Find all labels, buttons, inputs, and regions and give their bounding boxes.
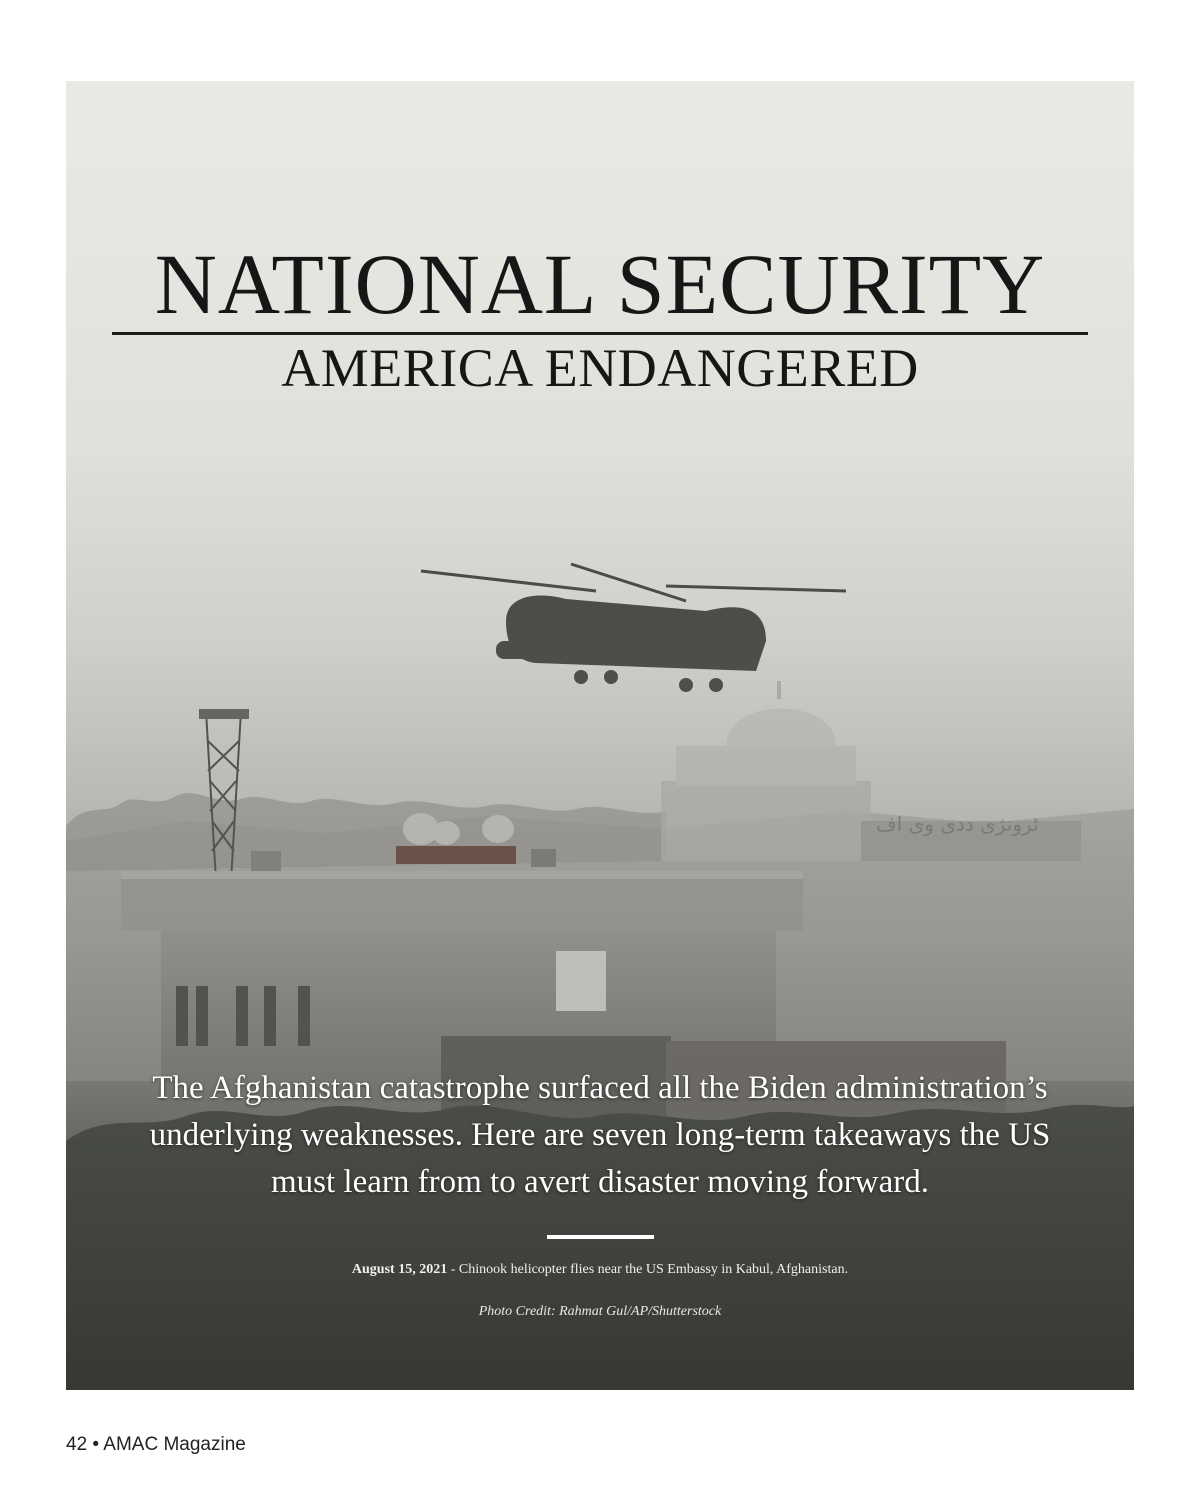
- hero-photo: [66, 81, 1134, 1390]
- photo-caption: [66, 1262, 1134, 1278]
- headline-subtitle: AMERICA ENDANGERED: [281, 338, 919, 398]
- deck-line-3: must learn from to avert disaster moving forward.: [271, 1164, 929, 1200]
- deck-text: [120, 1065, 1080, 1206]
- deck-divider: [547, 1235, 654, 1239]
- page-folio: 42 • AMAC Magazine: [66, 1434, 246, 1455]
- headline-block: [112, 238, 1088, 401]
- caption-separator: -: [447, 1262, 459, 1277]
- caption-text: Chinook helicopter flies near the US Embassy in Kabul, Afghanistan.: [458, 1262, 849, 1277]
- photo-credit: Photo Credit: Rahmat Gul/AP/Shutterstock: [478, 1304, 722, 1319]
- deck-line-2: underlying weaknesses. Here are seven long-term takeaways the US: [149, 1117, 1051, 1153]
- headline-title: NATIONAL SECURITY: [154, 236, 1046, 332]
- deck-line-1: The Afghanistan catastrophe surfaced all the Biden administration’s: [152, 1070, 1048, 1106]
- caption-date: August 15, 2021: [351, 1262, 448, 1277]
